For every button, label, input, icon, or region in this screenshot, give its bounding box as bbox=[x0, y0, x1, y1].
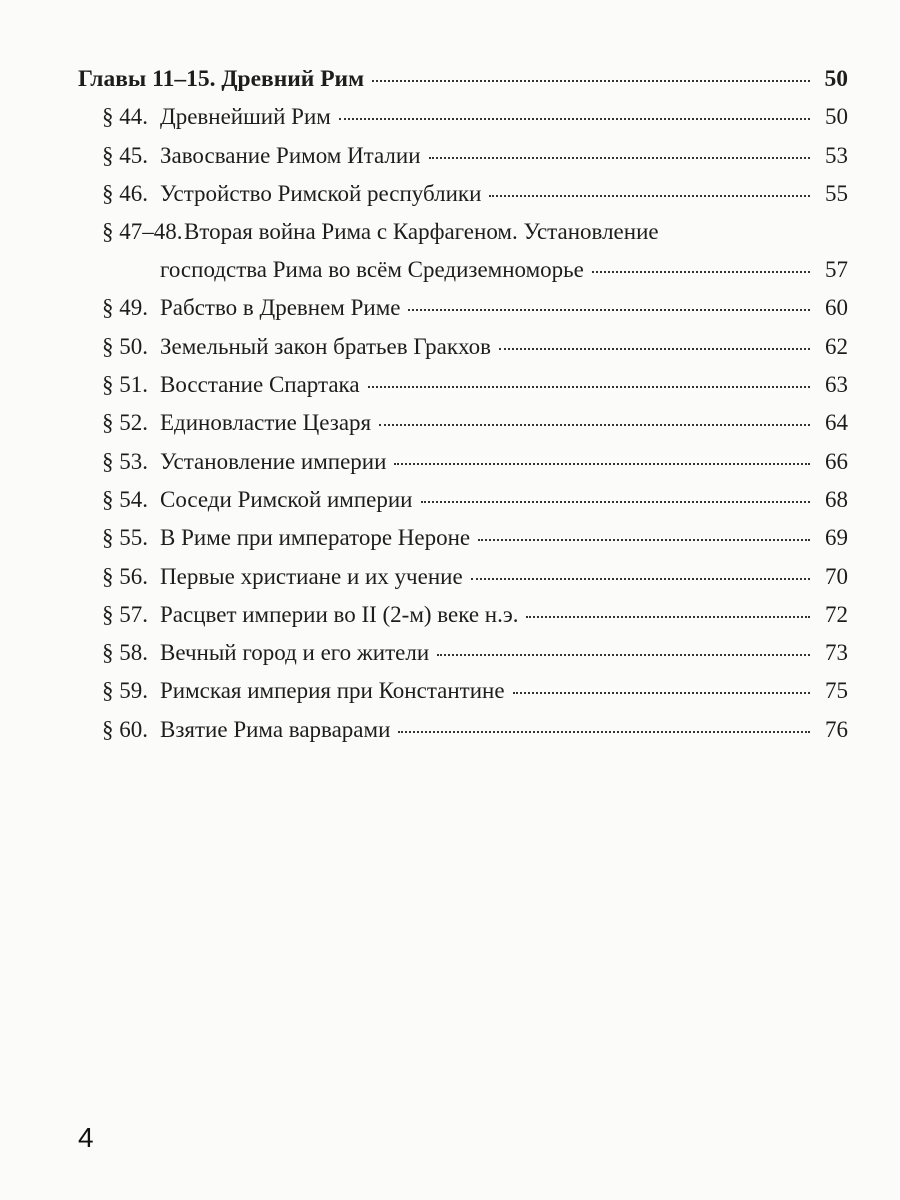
section-title: Соседи Римской империи bbox=[160, 486, 413, 512]
toc-entry bbox=[78, 370, 848, 400]
section-page: 70 bbox=[825, 563, 848, 589]
section-page: 76 bbox=[825, 716, 848, 742]
toc-entry bbox=[78, 102, 848, 132]
section-title: Установление империи bbox=[160, 448, 387, 474]
toc-entry bbox=[78, 676, 848, 706]
toc-entry bbox=[78, 217, 848, 285]
toc-entry bbox=[78, 485, 848, 515]
dot-leader bbox=[421, 501, 811, 503]
toc-entry bbox=[78, 447, 848, 477]
section-page: 53 bbox=[825, 142, 848, 168]
section-page: 64 bbox=[825, 410, 848, 436]
section-page: 55 bbox=[825, 180, 848, 206]
dot-leader bbox=[471, 578, 810, 580]
chapter-title: Главы 11–15. Древний Рим bbox=[78, 66, 365, 92]
section-title: Завосвание Римом Италии bbox=[160, 142, 421, 168]
dot-leader bbox=[429, 157, 810, 159]
toc-entry bbox=[78, 600, 848, 630]
dot-leader bbox=[499, 348, 810, 350]
section-title: Римская империя при Константине bbox=[160, 678, 505, 704]
section-number: § 47–48. bbox=[102, 219, 183, 245]
dot-leader bbox=[394, 463, 810, 465]
toc-entry bbox=[78, 562, 848, 592]
section-number: § 45. bbox=[102, 142, 148, 168]
toc-chapter-heading bbox=[78, 64, 848, 94]
toc-entry bbox=[78, 715, 848, 745]
toc-entry bbox=[78, 638, 848, 668]
section-number: § 55. bbox=[102, 525, 148, 551]
dot-leader bbox=[372, 80, 810, 82]
section-number: § 50. bbox=[102, 333, 148, 359]
section-title: Земельный закон братьев Гракхов bbox=[160, 333, 492, 359]
dot-leader bbox=[368, 386, 810, 388]
section-title: Взятие Рима варварами bbox=[160, 716, 391, 742]
dot-leader bbox=[513, 692, 810, 694]
section-number: § 57. bbox=[102, 601, 148, 627]
dot-leader bbox=[437, 654, 810, 656]
section-number: § 60. bbox=[102, 716, 148, 742]
section-number: § 51. bbox=[102, 372, 148, 398]
toc-entry bbox=[78, 332, 848, 362]
section-page: 75 bbox=[825, 678, 848, 704]
section-page: 60 bbox=[825, 295, 848, 321]
section-number: § 52. bbox=[102, 410, 148, 436]
section-page: 63 bbox=[825, 372, 848, 398]
dot-leader bbox=[489, 195, 810, 197]
toc-entry bbox=[78, 141, 848, 171]
dot-leader bbox=[408, 309, 810, 311]
section-number: § 56. bbox=[102, 563, 148, 589]
toc-entry bbox=[78, 179, 848, 209]
section-title: Вечный город и его жители bbox=[160, 640, 430, 666]
section-number: § 58. bbox=[102, 640, 148, 666]
section-page: 62 bbox=[825, 333, 848, 359]
section-number: § 44. bbox=[102, 104, 148, 130]
section-page: 50 bbox=[825, 104, 848, 130]
section-title: Древнейший Рим bbox=[160, 104, 331, 130]
section-number: § 49. bbox=[102, 295, 148, 321]
dot-leader bbox=[379, 424, 810, 426]
page-number: 4 bbox=[78, 1122, 94, 1153]
dot-leader bbox=[592, 271, 810, 273]
section-title: Вторая война Рима с Карфагеном. Установление bbox=[184, 219, 659, 245]
section-title: Первые христиане и их учение bbox=[160, 563, 463, 589]
section-page: 57 bbox=[825, 257, 848, 283]
section-title: В Риме при императоре Нероне bbox=[160, 525, 471, 551]
dot-leader bbox=[526, 616, 810, 618]
section-number: § 54. bbox=[102, 486, 148, 512]
dot-leader bbox=[398, 731, 810, 733]
section-title-continued: господства Рима во всём Средиземноморье bbox=[160, 257, 584, 283]
section-title: Единовластие Цезаря bbox=[160, 410, 372, 436]
section-page: 68 bbox=[825, 486, 848, 512]
table-of-contents bbox=[78, 64, 848, 753]
section-title: Расцвет империи во II (2-м) веке н.э. bbox=[160, 601, 519, 627]
section-number: § 53. bbox=[102, 448, 148, 474]
section-number: § 46. bbox=[102, 180, 148, 206]
section-number: § 59. bbox=[102, 678, 148, 704]
toc-entry bbox=[78, 408, 848, 438]
section-title: Восстание Спартака bbox=[160, 372, 360, 398]
section-page: 73 bbox=[825, 640, 848, 666]
section-title: Рабство в Древнем Риме bbox=[160, 295, 401, 321]
section-page: 72 bbox=[825, 601, 848, 627]
section-page: 69 bbox=[825, 525, 848, 551]
dot-leader bbox=[478, 539, 810, 541]
dot-leader bbox=[339, 118, 810, 120]
toc-entry bbox=[78, 293, 848, 323]
toc-entry bbox=[78, 523, 848, 553]
chapter-page: 50 bbox=[824, 66, 848, 92]
section-page: 66 bbox=[825, 448, 848, 474]
section-title: Устройство Римской республики bbox=[160, 180, 482, 206]
